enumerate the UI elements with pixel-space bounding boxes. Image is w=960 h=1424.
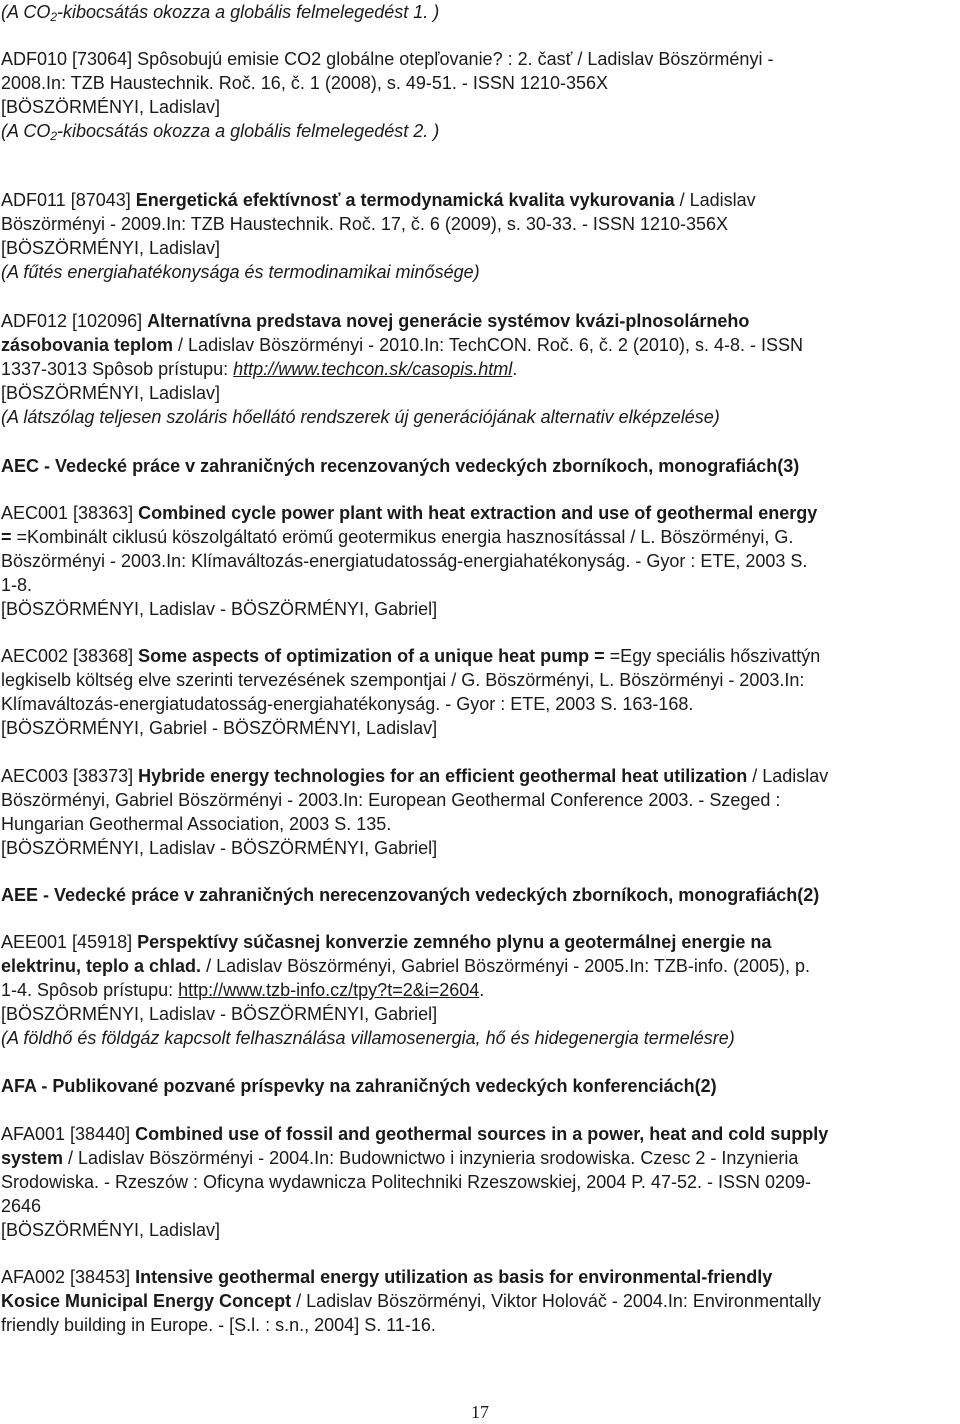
entry-adf010 [1,47,956,143]
entry-link[interactable]: http://www.techcon.sk/casopis.html [233,359,513,379]
entry-title-cont: zásobovania teplom [1,335,174,355]
entry-adf012: ADF012 [102096] Alternatívna predstava novej generácie systémov kvázi-plnosolárneho zásobovania teplom / Ladislav Böszörményi - 2010.In: TechCON. Roč. 6, č. 2 (2010), s. 4-8. - ISSN 1337-3013 Spôsob prístupu: http://www.techcon.sk/casopis.html. [BÖSZÖRMÉNYI, Ladislav] (A látszólag teljesen szoláris hőellátó rendszerek új generációjának alternativ elképzelése) [1,309,956,429]
entry-author: [BÖSZÖRMÉNYI, Ladislav] [1,383,221,403]
entry-author: [BÖSZÖRMÉNYI, Ladislav - BÖSZÖRMÉNYI, Gabriel] [1,838,438,858]
entry-line: 1-8. [1,575,33,595]
entry-note: (A $CO_2$-kibocsátás okozza a globális felmelegedést 2. ) [1,121,440,143]
section-heading-afa: AFA - Publikované pozvané príspevky na zahraničných vedeckých konferenciách(2) [1,1076,717,1096]
entry-code: ADF012 [102096] [1,311,148,331]
entry-line: Klímaváltozás-energiatudatosság-energiahatékonyság. - Gyor : ETE, 2003 S. 163-168. [1,694,694,714]
entry-author: [BÖSZÖRMÉNYI, Ladislav] [1,97,221,117]
entry-author: [BÖSZÖRMÉNYI, Ladislav] [1,1220,221,1240]
entry-line: ADF010 [73064] Spôsobujú emisie CO2 globálne otepľovanie? : 2. časť / Ladislav Böszörményi - [1,49,774,69]
top-note-text-end: -kibocsátás okozza a globális felmelegedést 1. ) [57,2,440,22]
entry-afa002: AFA002 [38453] Intensive geothermal energy utilization as basis for environmental-friendly Kosice Municipal Energy Concept / Ladislav Böszörményi, Viktor Holováč - 2004.In: Environmentally friendly building in Europe. - [S.l. : s.n., 2004] S. 11-16. [1,1265,956,1337]
entry-code: AFA002 [38453] [1,1267,136,1287]
entry-line: Böszörményi - 2003.In: Klímaváltozás-energiatudatosság-energiahatékonyság. - Gyor : ETE, 2003 S. [1,551,808,571]
section-heading-aee: AEE - Vedecké práce v zahraničných nerecenzovaných vedeckých zborníkoch, monografiách(2) [1,885,820,905]
entry-title-cont: Kosice Municipal Energy Concept [1,1291,292,1311]
entry-title: Energetická efektívnosť a termodynamická kvalita vykurovania [135,190,675,210]
entry-code: AEE001 [45918] [1,932,138,952]
subscript: 2 [50,10,58,24]
entry-note: (A földhő és földgáz kapcsolt felhasználása villamosenergia, hő és hidegenergia termelésre) [1,1028,735,1048]
entry-line: 2008.In: TZB Haustechnik. Roč. 16, č. 1 (2008), s. 49-51. - ISSN 1210-356X [1,73,608,93]
entry-author: [BÖSZÖRMÉNYI, Gabriel - BÖSZÖRMÉNYI, Ladislav] [1,718,438,738]
entry-line: Böszörményi - 2009.In: TZB Haustechnik. Roč. 17, č. 6 (2009), s. 30-33. - ISSN 1210-356X [1,214,729,234]
entry-aec001: AEC001 [38363] Combined cycle power plant with heat extraction and use of geothermal energy = =Kombinált ciklusú köszolgáltató erömű geotermikus energia hasznosítással / L. Böszörményi, G. Böszörményi - 2003.In: Klímaváltozás-energiatudatosság-energiahatékonyság. - Gyor : ETE, 2003 S. 1-8. [BÖSZÖRMÉNYI, Ladislav - BÖSZÖRMÉNYI, Gabriel] [1,501,956,621]
entry-author: [BÖSZÖRMÉNYI, Ladislav - BÖSZÖRMÉNYI, Gabriel] [1,599,438,619]
entry-note: (A fűtés energiahatékonysága és termodinamikai minősége) [1,262,480,282]
entry-line: Böszörményi, Gabriel Böszörményi - 2003.In: European Geothermal Conference 2003. - Szeged : [1,790,781,810]
entry-title: Perspektívy súčasnej konverzie zemného plynu a geotermálnej energie na [137,932,772,952]
entry-adf011: ADF011 [87043] Energetická efektívnosť a termodynamická kvalita vykurovania / Ladislav Böszörményi - 2009.In: TZB Haustechnik. Roč. 17, č. 6 (2009), s. 30-33. - ISSN 1210-356X [BÖSZÖRMÉNYI, Ladislav] (A fűtés energiahatékonysága és termodinamikai minősége) [1,188,956,284]
entry-code: AEC001 [38363] [1,503,139,523]
entry-title: Combined cycle power plant with heat extraction and use of geothermal energy [138,503,818,523]
entry-code: AFA001 [38440] [1,1124,136,1144]
entry-code: ADF011 [87043] [1,190,136,210]
entry-line: 2646 [1,1196,42,1216]
entry-title-cont: elektrinu, teplo a chlad. [1,956,202,976]
entry-title: Intensive geothermal energy utilization as basis for environmental-friendly [135,1267,773,1287]
entry-note: (A látszólag teljesen szoláris hőellátó rendszerek új generációjának alternativ elképzelése) [1,407,720,427]
entry-line: Hungarian Geothermal Association, 2003 S. 135. [1,814,392,834]
entry-title: Some aspects of optimization of a unique heat pump = [138,646,605,666]
entry-author: [BÖSZÖRMÉNYI, Ladislav] [1,238,221,258]
entry-afa001: AFA001 [38440] Combined use of fossil and geothermal sources in a power, heat and cold supply system / Ladislav Böszörményi - 2004.In: Budownictwo i inzynieria srodowiska. Czesc 2 - Inzynieria Srodowiska. - Rzeszów : Oficyna wydawnicza Politechniki Rzeszowskiej, 2004 P. 47-52. - ISSN 0209- 2646 [BÖSZÖRMÉNYI, Ladislav] [1,1122,956,1242]
entry-title: Alternatívna predstava novej generácie systémov kvázi-plnosolárneho [147,311,750,331]
section-heading-aec: AEC - Vedecké práce v zahraničných recenzovaných vedeckých zborníkoch, monografiách(3) [1,456,800,476]
top-note-text: (A CO [1,2,51,22]
entry-title: Hybride energy technologies for an efficient geothermal heat utilization [138,766,748,786]
entry-code: AEC003 [38373] [1,766,139,786]
entry-link[interactable]: http://www.tzb-info.cz/tpy?t=2&i=2604 [178,980,480,1000]
page-number: 17 [471,1402,489,1422]
entry-title-cont: system [1,1148,64,1168]
entry-line: legkiselb költség elve szerinti tervezésének szempontjai / G. Böszörményi, L. Böszörményi - 2003.In: [1,670,805,690]
entry-title: Combined use of fossil and geothermal sources in a power, heat and cold supply [135,1124,829,1144]
entry-aec002: AEC002 [38368] Some aspects of optimization of a unique heat pump = =Egy speciális hőszivattýn legkiselb költség elve szerinti tervezésének szempontjai / G. Böszörményi, L. Böszörményi - 2003.In: Klímaváltozás-energiatudatosság-energiahatékonyság. - Gyor : ETE, 2003 S. 163-168. [BÖSZÖRMÉNYI, Gabriel - BÖSZÖRMÉNYI, Ladislav] [1,644,956,740]
entry-aec003: AEC003 [38373] Hybride energy technologies for an efficient geothermal heat utilization / Ladislav Böszörményi, Gabriel Böszörményi - 2003.In: European Geothermal Conference 2003. - Szeged : Hungarian Geothermal Association, 2003 S. 135. [BÖSZÖRMÉNYI, Ladislav - BÖSZÖRMÉNYI, Gabriel] [1,764,956,860]
entry-author: [BÖSZÖRMÉNYI, Ladislav - BÖSZÖRMÉNYI, Gabriel] [1,1004,438,1024]
entry-aee001: AEE001 [45918] Perspektívy súčasnej konverzie zemného plynu a geotermálnej energie na elektrinu, teplo a chlad. / Ladislav Böszörményi, Gabriel Böszörményi - 2005.In: TZB-info. (2005), p. 1-4. Spôsob prístupu: http://www.tzb-info.cz/tpy?t=2&i=2604. [BÖSZÖRMÉNYI, Ladislav - BÖSZÖRMÉNYI, Gabriel] (A földhő és földgáz kapcsolt felhasználása villamosenergia, hő és hidegenergia termelésre) [1,930,956,1050]
top-note [1,0,956,24]
entry-line: friendly building in Europe. - [S.l. : s.n., 2004] S. 11-16. [1,1315,436,1335]
entry-line: Srodowiska. - Rzeszów : Oficyna wydawnicza Politechniki Rzeszowskiej, 2004 P. 47-52. - ISSN 0209- [1,1172,812,1192]
entry-code: AEC002 [38368] [1,646,139,666]
